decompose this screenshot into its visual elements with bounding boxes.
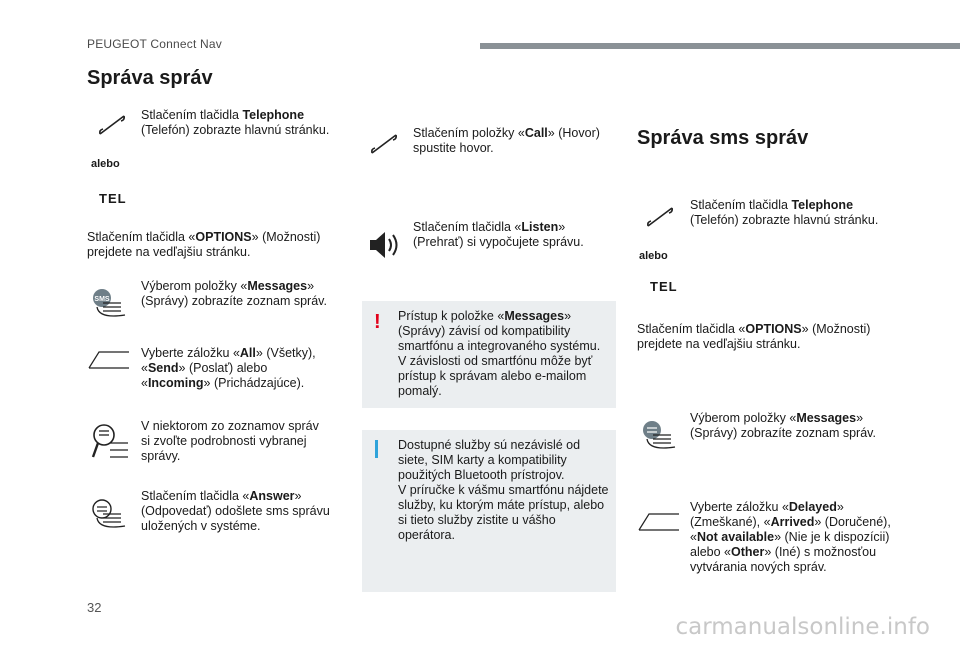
warning-text: Prístup k položke «Messages» (Správy) závisí od kompatibility smartfónu a integrovaného systému. V závislosti od smartfónu môže byť prístup k správam alebo e-mailom pomalý.	[398, 309, 601, 398]
tabs-text-right: Vyberte záložku «Delayed» (Zmeškané), «Arrived» (Doručené), «Not available» (Nie je k dispozícii) alebo «Other» (Iné) s možnosťou vytvárania nových správ.	[690, 500, 891, 574]
call-phone-icon	[370, 133, 398, 155]
info-text: Dostupné služby sú nezávislé od siete, SIM karty a kompatibility použitých Bluetooth prístrojov. V príručke k vášmu smartfónu nájdete služby, ku ktorým máte prístup, alebo si tieto služby zistite u vášho operátora.	[398, 438, 609, 542]
step-telephone-text: Stlačením tlačidla Telephone (Telefón) zobrazte hlavnú stránku.	[141, 108, 330, 137]
phone-icon	[98, 114, 126, 136]
tel-button-label-right: TEL	[650, 279, 678, 294]
tab-icon-right	[637, 512, 681, 532]
sms-list-icon	[91, 287, 127, 321]
speaker-icon	[368, 229, 400, 261]
tel-button-label: TEL	[99, 191, 127, 206]
answer-icon	[91, 498, 127, 532]
listen-text: Stlačením tlačidla «Listen» (Prehrať) si vypočujete správu.	[413, 220, 584, 249]
options-text: Stlačením tlačidla «OPTIONS» (Možnosti) prejdete na vedľajšiu stránku.	[87, 230, 321, 259]
header-brand: PEUGEOT Connect Nav	[87, 37, 222, 51]
phone-icon-right	[646, 206, 674, 228]
watermark: carmanualsonline.info	[675, 614, 930, 640]
call-text: Stlačením položky «Call» (Hovor) spustite hovor.	[413, 126, 600, 155]
message-detail-icon	[90, 423, 130, 463]
info-box	[362, 430, 616, 592]
section-title-sms: Správa sms správ	[637, 127, 809, 149]
info-icon	[375, 440, 378, 458]
answer-text: Stlačením tlačidla «Answer» (Odpovedať) odošlete sms správu uložených v systéme.	[141, 489, 330, 533]
details-text: V niektorom zo zoznamov správ si zvoľte podrobnosti vybranej správy.	[141, 419, 319, 463]
messages-text: Výberom položky «Messages» (Správy) zobrazíte zoznam správ.	[141, 279, 327, 308]
or-label: alebo	[91, 158, 120, 170]
message-list-icon	[641, 419, 677, 453]
sms-icon-label: SMS	[94, 296, 110, 303]
section-title-messages: Správa správ	[87, 67, 213, 89]
messages-text-right: Výberom položky «Messages» (Správy) zobrazíte zoznam správ.	[690, 411, 876, 440]
warning-icon: !	[374, 311, 381, 333]
tab-icon	[87, 350, 131, 370]
step-telephone-text-right: Stlačením tlačidla Telephone (Telefón) zobrazte hlavnú stránku.	[690, 198, 879, 227]
page-number: 32	[87, 600, 102, 615]
options-text-right: Stlačením tlačidla «OPTIONS» (Možnosti) prejdete na vedľajšiu stránku.	[637, 322, 871, 351]
or-label-right: alebo	[639, 250, 668, 262]
tabs-text: Vyberte záložku «All» (Všetky), «Send» (Poslať) alebo «Incoming» (Prichádzajúce).	[141, 346, 316, 390]
warning-box	[362, 301, 616, 408]
header-bar	[480, 43, 960, 49]
